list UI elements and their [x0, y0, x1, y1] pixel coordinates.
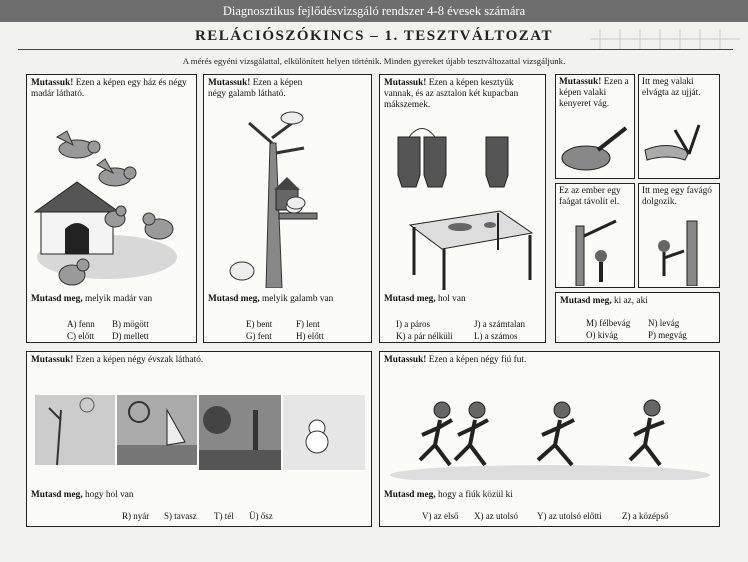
cell-1-text: Mutassuk! Ezen a képen valaki kenyeret vág. — [559, 77, 629, 109]
panel-running-boys-options — [422, 510, 712, 524]
seasons-illustration — [27, 390, 371, 480]
intro-text: A mérés egyéni vizsgálattal, elkülönített helyen történik. Minden gyereket újabb tesztváltozattal vizsgáljunk. — [182, 56, 566, 66]
panel-seasons-options — [122, 510, 362, 524]
panel-gloves-instruction: Mutassuk! Ezen a képen kesztyűk vannak, és az asztalon két kupacban mákszemek. — [384, 78, 519, 110]
option-D[interactable]: D) mellett — [112, 331, 149, 341]
option-Y[interactable]: Y) az utolsó előtti — [537, 511, 602, 521]
panel-pigeons-options — [246, 318, 366, 346]
panel-pigeons-question: Mutasd meg, melyik galamb van — [208, 294, 334, 304]
option-L[interactable]: L) a számos — [474, 331, 518, 341]
option-N[interactable]: N) levág — [648, 318, 680, 328]
page-title: RELÁCIÓSZÓKINCS – 1. TESZTVÁLTOZAT — [194, 28, 554, 44]
panel-running-boys-question: Mutasd meg, hogy a fiúk közül ki — [384, 490, 513, 500]
option-B[interactable]: B) mögött — [112, 319, 149, 329]
option-O[interactable]: O) kivág — [586, 330, 618, 340]
panel-house-birds — [26, 74, 197, 343]
panel-cutting-question-text: Mutasd meg, ki az, aki — [560, 296, 648, 306]
panel-cutting-cell-4 — [638, 183, 720, 288]
house-birds-illustration — [27, 107, 196, 307]
panel-house-birds-options — [67, 318, 187, 346]
bread-cutting-illustration — [556, 120, 634, 175]
option-J[interactable]: J) a számtalan — [474, 319, 525, 329]
pigeons-tree-illustration — [204, 103, 371, 288]
panel-running-boys — [379, 351, 720, 527]
header-bar-title: Diagnosztikus fejlődésvizsgáló rendszer 4-8 évesek számára — [222, 4, 526, 18]
panel-seasons — [26, 351, 372, 527]
title-divider — [18, 49, 733, 50]
panel-pigeons — [203, 74, 372, 343]
finger-cut-illustration — [639, 120, 719, 175]
gloves-table-illustration — [380, 115, 545, 295]
branch-removal-illustration — [556, 216, 634, 286]
running-boys-illustration — [380, 380, 719, 480]
panel-pigeons-instruction: Mutassuk! Ezen a képen négy galamb látható. — [208, 78, 303, 99]
option-F[interactable]: F) lent — [296, 319, 320, 329]
option-U[interactable]: Ü) ősz — [249, 511, 273, 521]
option-Z[interactable]: Z) a középső — [622, 511, 669, 521]
option-S[interactable]: S) tavasz — [164, 511, 197, 521]
option-K[interactable]: K) a pár nélküli — [396, 331, 453, 341]
panel-gloves-options — [396, 318, 546, 346]
background-ruler-marks — [590, 4, 740, 49]
cell-3-text: Ez az ember egy faágat távolít el. — [559, 186, 621, 207]
option-G[interactable]: G) fent — [246, 331, 272, 341]
panel-running-boys-instruction: Mutassuk! Ezen a képen négy fiú fut. — [384, 355, 527, 365]
panel-house-birds-instruction: Mutassuk! Ezen a képen egy ház és négy madár látható. — [31, 78, 187, 99]
panel-cutting-question — [555, 292, 720, 343]
panel-gloves-question: Mutasd meg, hol van — [384, 294, 466, 304]
option-C[interactable]: C) előtt — [67, 331, 95, 341]
option-T[interactable]: T) tél — [214, 511, 234, 521]
woodcutter-illustration — [639, 216, 719, 286]
panel-seasons-question: Mutasd meg, hogy hol van — [31, 490, 134, 500]
option-P[interactable]: P) megvág — [648, 330, 687, 340]
panel-cutting-cell-1 — [555, 74, 635, 179]
option-I[interactable]: I) a páros — [396, 319, 430, 329]
option-A[interactable]: A) fenn — [67, 319, 95, 329]
option-X[interactable]: X) az utolsó — [474, 511, 518, 521]
option-E[interactable]: E) bent — [246, 319, 273, 329]
option-V[interactable]: V) az első — [422, 511, 459, 521]
panel-cutting-cell-2 — [638, 74, 720, 179]
panel-gloves — [379, 74, 546, 343]
panel-house-birds-question: Mutasd meg, melyik madár van — [31, 294, 153, 304]
cell-2-text: Itt meg valaki elvágta az ujját. — [642, 77, 701, 98]
panel-seasons-instruction: Mutassuk! Ezen a képen négy évszak látható. — [31, 355, 204, 365]
option-H[interactable]: H) előtt — [296, 331, 324, 341]
panel-cutting-cell-3 — [555, 183, 635, 288]
option-M[interactable]: M) félbevág — [586, 318, 631, 328]
panel-cutting-options — [586, 317, 716, 345]
option-R[interactable]: R) nyár — [122, 511, 150, 521]
cell-4-text: Itt meg egy favágó dolgozik. — [642, 186, 712, 207]
